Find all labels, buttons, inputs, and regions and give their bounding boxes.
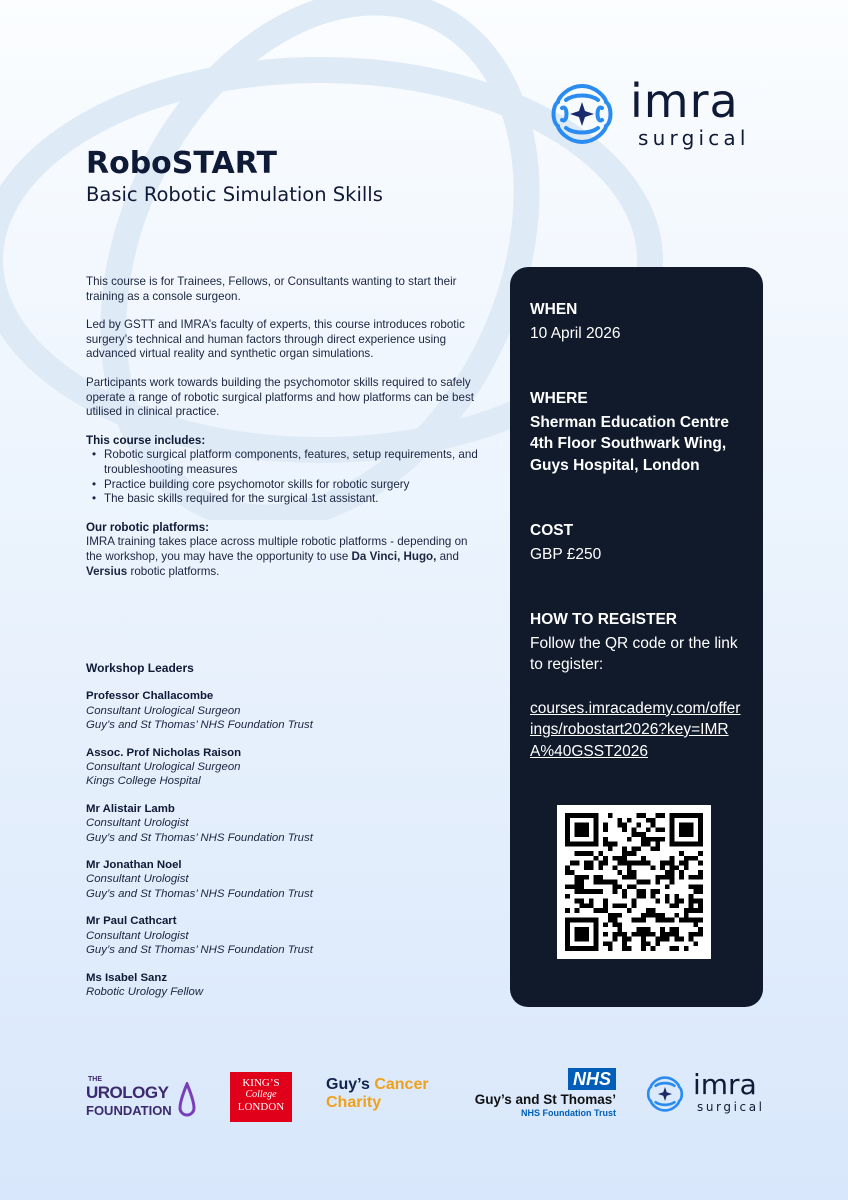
list-item: • Practice building core psychomotor skills for robotic surgery — [86, 478, 478, 493]
where-heading: WHERE — [530, 390, 588, 407]
leaders-heading: Workshop Leaders — [86, 661, 194, 675]
register-text: Follow the QR code or the link to register: — [530, 634, 738, 673]
platforms-heading: Our robotic platforms: — [86, 520, 210, 534]
urology-line-3: FOUNDATION — [86, 1103, 172, 1118]
leader-name: Ms Isabel Sanz — [86, 971, 168, 984]
imra-mark-icon — [645, 1074, 685, 1114]
register-heading: HOW TO REGISTER — [530, 611, 677, 628]
leader-role: Consultant Urologist — [86, 817, 189, 830]
urology-line-2: UROLOGY — [86, 1083, 169, 1102]
leader-item — [86, 914, 486, 957]
when-heading: WHEN — [530, 301, 578, 318]
kcl-line-2: College — [245, 1089, 277, 1100]
includes-list — [86, 448, 478, 506]
qr-code[interactable] — [557, 805, 711, 959]
qr-code-icon — [565, 813, 703, 951]
gcc-word-1: Guy’s — [326, 1076, 370, 1093]
where-section — [530, 388, 743, 476]
leader-role: Consultant Urological Surgeon — [86, 761, 241, 774]
when-value: 10 April 2026 — [530, 324, 621, 342]
includes-heading: This course includes: — [86, 433, 206, 447]
gcc-word-2: Cancer — [374, 1076, 429, 1093]
leader-role: Consultant Urological Surgeon — [86, 704, 241, 717]
leader-role: Consultant Urologist — [86, 873, 189, 886]
platforms-and: and — [436, 549, 459, 563]
where-line: Sherman Education Centre — [530, 413, 729, 431]
leader-org: Guy’s and St Thomas’ NHS Foundation Trust — [86, 887, 313, 900]
leader-name: Professor Challacombe — [86, 690, 214, 703]
kcl-line-3: LONDON — [237, 1101, 285, 1113]
leader-item — [86, 802, 486, 845]
leader-name: Mr Paul Cathcart — [86, 915, 177, 928]
leader-org: Guy’s and St Thomas’ NHS Foundation Trust — [86, 944, 313, 957]
brand-name: imra — [630, 74, 739, 128]
urology-foundation-logo — [86, 1076, 196, 1126]
leader-role: Robotic Urology Fellow — [86, 985, 204, 998]
page-subtitle: Basic Robotic Simulation Skills — [86, 183, 383, 206]
nhs-trust-sub: NHS Foundation Trust — [521, 1108, 616, 1118]
guys-cancer-charity-logo — [326, 1076, 429, 1112]
where-line: 4th Floor Southwark Wing, — [530, 435, 727, 452]
brand-sub: surgical — [697, 1100, 765, 1114]
leader-item — [86, 746, 486, 789]
kcl-line-1: KING’S — [242, 1077, 280, 1089]
platforms-text — [86, 535, 478, 579]
leader-item — [86, 858, 486, 901]
when-section — [530, 299, 743, 344]
list-item: • The basic skills required for the surgical 1st assistant. — [86, 492, 478, 507]
leader-org: Kings College Hospital — [86, 775, 201, 788]
imra-logo-small — [645, 1068, 775, 1118]
leader-item — [86, 971, 486, 1000]
nhs-trust-logo — [470, 1068, 616, 1119]
urology-line-1: THE — [88, 1076, 102, 1083]
nhs-badge: NHS — [568, 1068, 616, 1090]
brand-name: imra — [693, 1068, 757, 1101]
info-panel — [510, 267, 763, 1007]
platforms-text-before: IMRA training takes place across multiple robotic platforms - depending on the workshop, you may have the opportunity to use — [86, 535, 468, 563]
intro-paragraph: This course is for Trainees, Fellows, or Consultants wanting to start their training as a console surgeon. — [86, 275, 457, 303]
brand-sub: surgical — [638, 126, 750, 150]
platform-names-1: Da Vinci, Hugo, — [351, 549, 437, 563]
leader-name: Mr Alistair Lamb — [86, 802, 175, 815]
partner-logos — [0, 1060, 848, 1140]
leader-name: Mr Jonathan Noel — [86, 859, 182, 872]
cost-heading: COST — [530, 522, 574, 539]
register-section — [530, 609, 743, 762]
intro-paragraph: Led by GSTT and IMRA’s faculty of experts, this course introduces robotic surgery’s technical and human factors through direct experience using advanced virtual reality and synthetic organ simulations. — [86, 318, 465, 361]
imra-mark-icon — [548, 80, 616, 148]
leader-name: Assoc. Prof Nicholas Raison — [86, 746, 242, 759]
leader-org: Guy’s and St Thomas’ NHS Foundation Trust — [86, 831, 313, 844]
workshop-leaders — [86, 661, 486, 1012]
platforms-text-after: robotic platforms. — [127, 564, 220, 578]
leader-org: Guy’s and St Thomas’ NHS Foundation Trust — [86, 719, 313, 732]
course-description — [86, 275, 478, 579]
list-item: • Robotic surgical platform components, features, setup requirements, and troubleshooting measures — [86, 448, 478, 477]
leader-role: Consultant Urologist — [86, 929, 189, 942]
nhs-trust-name: Guy’s and St Thomas’ — [474, 1092, 616, 1107]
cost-section — [530, 520, 743, 565]
where-line: Guys Hospital, London — [530, 456, 700, 474]
cost-value: GBP £250 — [530, 545, 602, 563]
imra-logo — [548, 74, 778, 152]
platform-name-2: Versius — [86, 564, 128, 578]
gcc-word-3: Charity — [326, 1094, 382, 1111]
kcl-logo — [230, 1072, 292, 1122]
leader-item — [86, 689, 486, 732]
drop-icon — [178, 1082, 196, 1118]
page-title: RoboSTART — [86, 146, 277, 181]
register-link[interactable]: courses.imracademy.com/offerings/robostart2026?key=IMRA%40GSST2026 — [530, 699, 741, 760]
intro-paragraph: Participants work towards building the psychomotor skills required to safely operate a range of robotic surgical platforms and how platforms can be best utilised in clinical practice. — [86, 375, 474, 419]
